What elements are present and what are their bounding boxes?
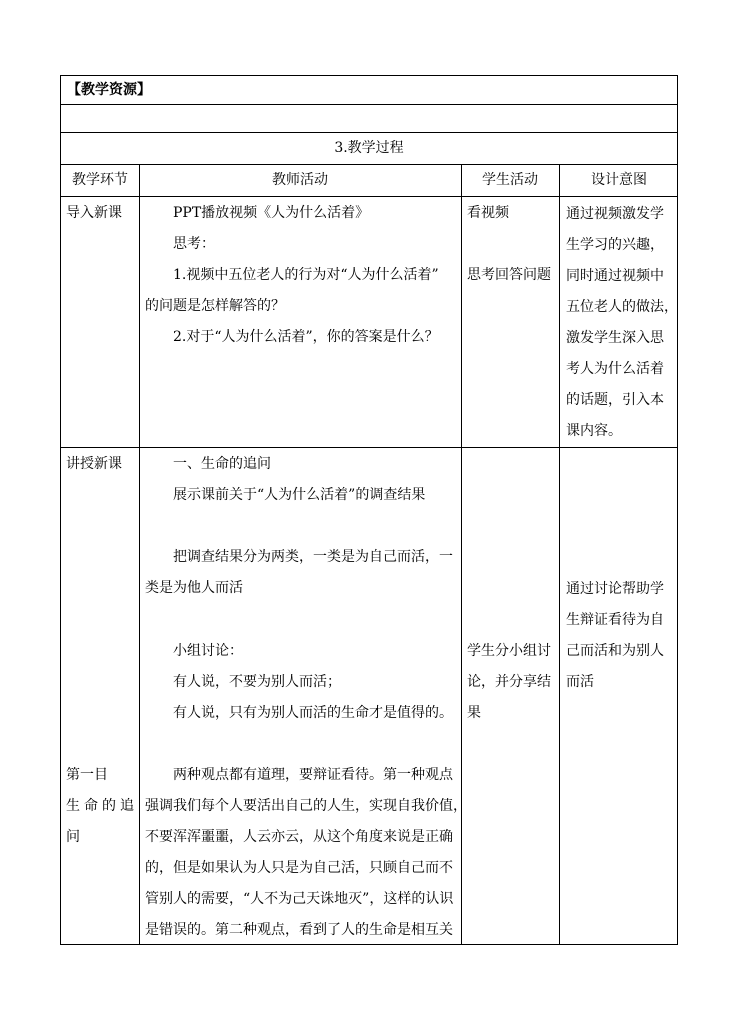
row1-student-line: 看视频 <box>467 205 509 221</box>
row-divider <box>61 164 677 165</box>
row2-teacher-line: 强调我们每个人要活出自己的人生，实现自我价值， <box>145 798 467 814</box>
column-divider <box>461 164 462 944</box>
header-stage: 教学环节 <box>72 172 128 188</box>
row2-teacher-line: 类是为他人而活 <box>145 580 243 596</box>
column-divider <box>139 164 140 944</box>
row-divider <box>61 447 677 448</box>
header-student: 学生活动 <box>482 172 538 188</box>
row1-student-line: 思考回答问题 <box>467 267 551 283</box>
row2-intent-line: 而活 <box>566 674 594 690</box>
row2-teacher-line: 有人说，只有为别人而活的生命才是值得的。 <box>173 705 453 721</box>
row1-intent-line: 激发学生深入思 <box>566 330 664 346</box>
row2-stage: 讲授新课 <box>66 456 122 472</box>
row2-teacher-line: 是错误的。第二种观点，看到了人的生命是相互关 <box>145 922 453 938</box>
row2-teacher-line: 两种观点都有道理，要辩证看待。第一种观点 <box>173 767 453 783</box>
row1-teacher-line: 的问题是怎样解答的？ <box>145 298 285 314</box>
row2-teacher-line: 的，但是如果认为人只是为自己活，只顾自己而不 <box>145 860 453 876</box>
row2-student-line: 学生分小组讨 <box>467 643 551 659</box>
row-divider <box>61 196 677 197</box>
row1-intent-line: 通过视频激发学 <box>566 206 664 222</box>
row2-teacher-line: 小组讨论： <box>173 643 243 659</box>
resources-title: 【教学资源】 <box>67 82 151 98</box>
row1-intent-line: 课内容。 <box>566 423 622 439</box>
row1-intent-line: 生学习的兴趣， <box>566 237 664 253</box>
row1-intent-line: 同时通过视频中 <box>566 268 664 284</box>
lesson-plan-table <box>60 75 678 945</box>
header-intent: 设计意图 <box>591 172 647 188</box>
row2-teacher-line: 把调查结果分为两类，一类是为自己而活，一 <box>173 549 453 565</box>
row1-teacher-line: 2.对于“人为什么活着”，你的答案是什么？ <box>173 329 439 345</box>
row2-intent-line: 通过讨论帮助学 <box>566 581 664 597</box>
row2-substage-line: 问 <box>66 829 80 845</box>
row2-intent-line: 生辩证看待为自 <box>566 612 664 628</box>
row1-teacher-line: PPT播放视频《人为什么活着》 <box>173 205 370 221</box>
row1-intent-line: 五位老人的做法， <box>566 299 678 315</box>
row2-substage-line: 第一目 <box>66 767 108 783</box>
row-divider <box>61 132 677 133</box>
row2-student-line: 论，并分享结 <box>467 674 551 690</box>
row1-stage: 导入新课 <box>66 205 122 221</box>
row1-teacher-line: 1.视频中五位老人的行为对“人为什么活着” <box>173 267 439 283</box>
row2-teacher-line: 不要浑浑噩噩，人云亦云，从这个角度来说是正确 <box>145 829 453 845</box>
header-teacher: 教师活动 <box>272 172 328 188</box>
row2-teacher-line: 一、生命的追问 <box>173 456 271 472</box>
row1-teacher-line: 思考： <box>173 236 215 252</box>
row1-intent-line: 的话题，引入本 <box>566 392 664 408</box>
row1-intent-line: 考人为什么活着 <box>566 361 664 377</box>
row2-substage-line: 生命的追 <box>66 798 138 814</box>
row2-teacher-line: 有人说，不要为别人而活； <box>173 674 341 690</box>
row2-teacher-line: 展示课前关于“人为什么活着”的调查结果 <box>173 487 426 503</box>
row2-student-line: 果 <box>467 705 481 721</box>
row2-teacher-line: 管别人的需要，“人不为己天诛地灭”，这样的认识 <box>145 891 454 907</box>
row-divider <box>61 104 677 105</box>
process-title: 3.教学过程 <box>334 140 404 156</box>
row2-intent-line: 己而活和为别人 <box>566 643 664 659</box>
column-divider <box>559 164 560 944</box>
